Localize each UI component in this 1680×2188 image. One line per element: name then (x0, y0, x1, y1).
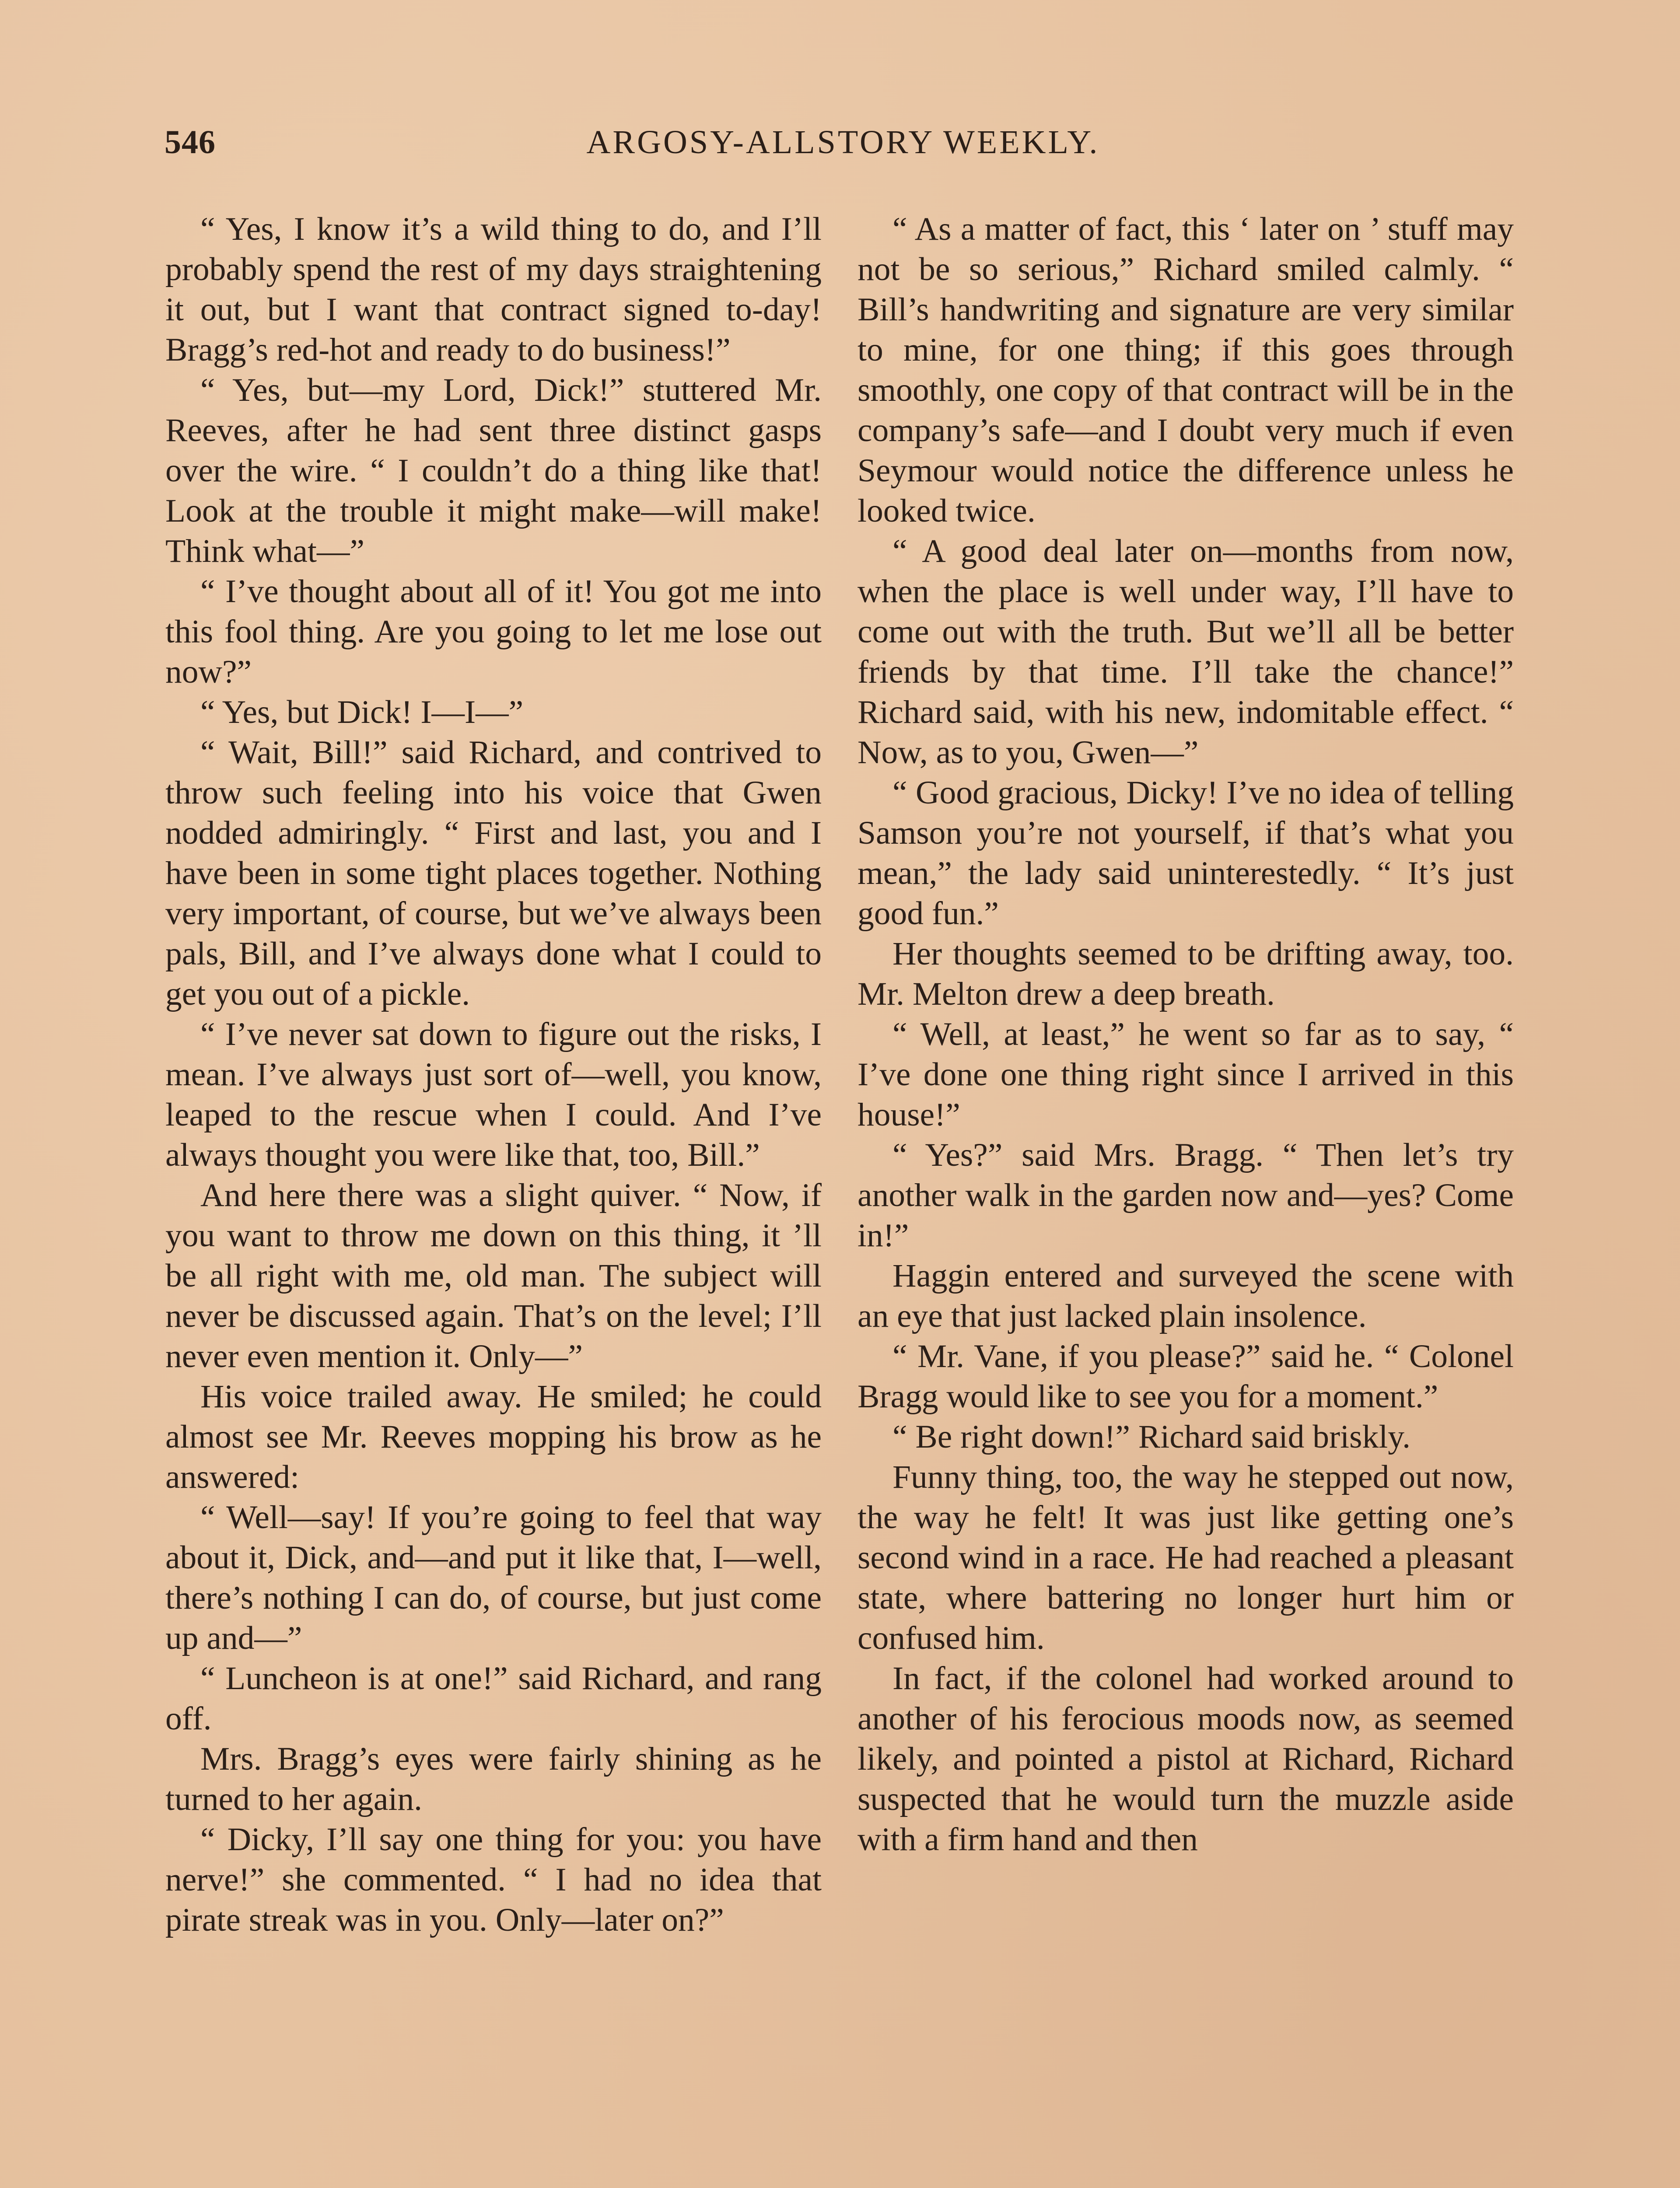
paragraph: “ A good deal later on—months from now, when the place is well under way, I’ll have to come out with the truth. But we’ll all be better friends by that time. I’ll take the chance!” Richard said, with his new, indomitable effect. “ Now, as to you, Gwen—” (858, 533, 1514, 771)
paragraph: “ As a matter of fact, this ‘ later on ’ stuff may not be so serious,” Richard smiled calmly. “ Bill’s handwriting and signature are very similar to mine, for one thing; if this goes through smoothly, one copy of that contract will be in the company’s safe—and I doubt very much if even Seymour would notice the difference unless he looked twice. (858, 211, 1514, 529)
paragraph: “ Yes?” said Mrs. Bragg. “ Then let’s try another walk in the garden now and—yes? Come in!” (858, 1137, 1514, 1254)
running-title: ARGOSY-ALLSTORY WEEKLY. (586, 124, 1100, 161)
right-column (858, 209, 1514, 1860)
paragraph: “ Be right down!” Richard said briskly. (892, 1419, 1410, 1455)
page-number: 546 (164, 124, 216, 161)
paragraph: “ Yes, but Dick! I—I—” (200, 694, 524, 730)
paragraph: “ Well—say! If you’re going to feel that way about it, Dick, and—and put it like that, I—well, there’s nothing I can do, of course, but just come up and—” (165, 1499, 822, 1656)
paragraph: In fact, if the colonel had worked around to another of his ferocious moods now, as seemed likely, and pointed a pistol at Richard, Richard suspected that he would turn the muzzle aside with a firm hand and then (858, 1660, 1514, 1858)
left-column (165, 209, 822, 1940)
paragraph: Haggin entered and surveyed the scene with an eye that just lacked plain insolence. (858, 1258, 1514, 1334)
paragraph: “ I’ve never sat down to figure out the risks, I mean. I’ve always just sort of—well, you know, leaped to the rescue when I could. And I’ve always thought you were like that, too, Bill.” (165, 1016, 822, 1173)
paragraph: “ Mr. Vane, if you please?” said he. “ Colonel Bragg would like to see you for a moment.” (858, 1338, 1514, 1415)
paragraph: Mrs. Bragg’s eyes were fairly shining as he turned to her again. (165, 1741, 822, 1817)
paragraph: “ Yes, I know it’s a wild thing to do, and I’ll probably spend the rest of my days straightening it out, but I want that contract signed to-day! Bragg’s red-hot and ready to do business!” (165, 211, 822, 368)
paragraph: “ Wait, Bill!” said Richard, and contrived to throw such feeling into his voice that Gwen nodded admiringly. “ First and last, you and I have been in some tight places together. Nothing very important, of course, but we’ve always been pals, Bill, and I’ve always done what I could to get you out of a pickle. (165, 734, 822, 1012)
paragraph: “ Dicky, I’ll say one thing for you: you have nerve!” she commented. “ I had no idea that pirate streak was in you. Only—later on?” (165, 1821, 822, 1938)
paragraph: And here there was a slight quiver. “ Now, if you want to throw me down on this thing, it ’ll be all right with me, old man. The subject will never be discussed again. That’s on the level; I’ll never even mention it. Only—” (165, 1177, 822, 1375)
paragraph: “ Yes, but—my Lord, Dick!” stuttered Mr. Reeves, after he had sent three distinct gasps over the wire. “ I couldn’t do a thing like that! Look at the trouble it might make—will make! Think what—” (165, 372, 822, 569)
paragraph: Her thoughts seemed to be drifting away, too. Mr. Melton drew a deep breath. (858, 936, 1514, 1012)
paragraph: “ Luncheon is at one!” said Richard, and rang off. (165, 1660, 822, 1737)
paragraph: “ I’ve thought about all of it! You got me into this fool thing. Are you going to let me lose out now?” (165, 573, 822, 690)
paragraph: Funny thing, too, the way he stepped out now, the way he felt! It was just like getting one’s second wind in a race. He had reached a pleasant state, where battering no longer hurt him or confused him. (858, 1459, 1514, 1656)
paragraph: “ Well, at least,” he went so far as to say, “ I’ve done one thing right since I arrived in this house!” (858, 1016, 1514, 1133)
paragraph: His voice trailed away. He smiled; he could almost see Mr. Reeves mopping his brow as he answered: (165, 1378, 822, 1495)
page-header (164, 123, 1522, 172)
paragraph: “ Good gracious, Dicky! I’ve no idea of telling Samson you’re not yourself, if that’s what you mean,” the lady said uninterestedly. “ It’s just good fun.” (858, 775, 1514, 932)
